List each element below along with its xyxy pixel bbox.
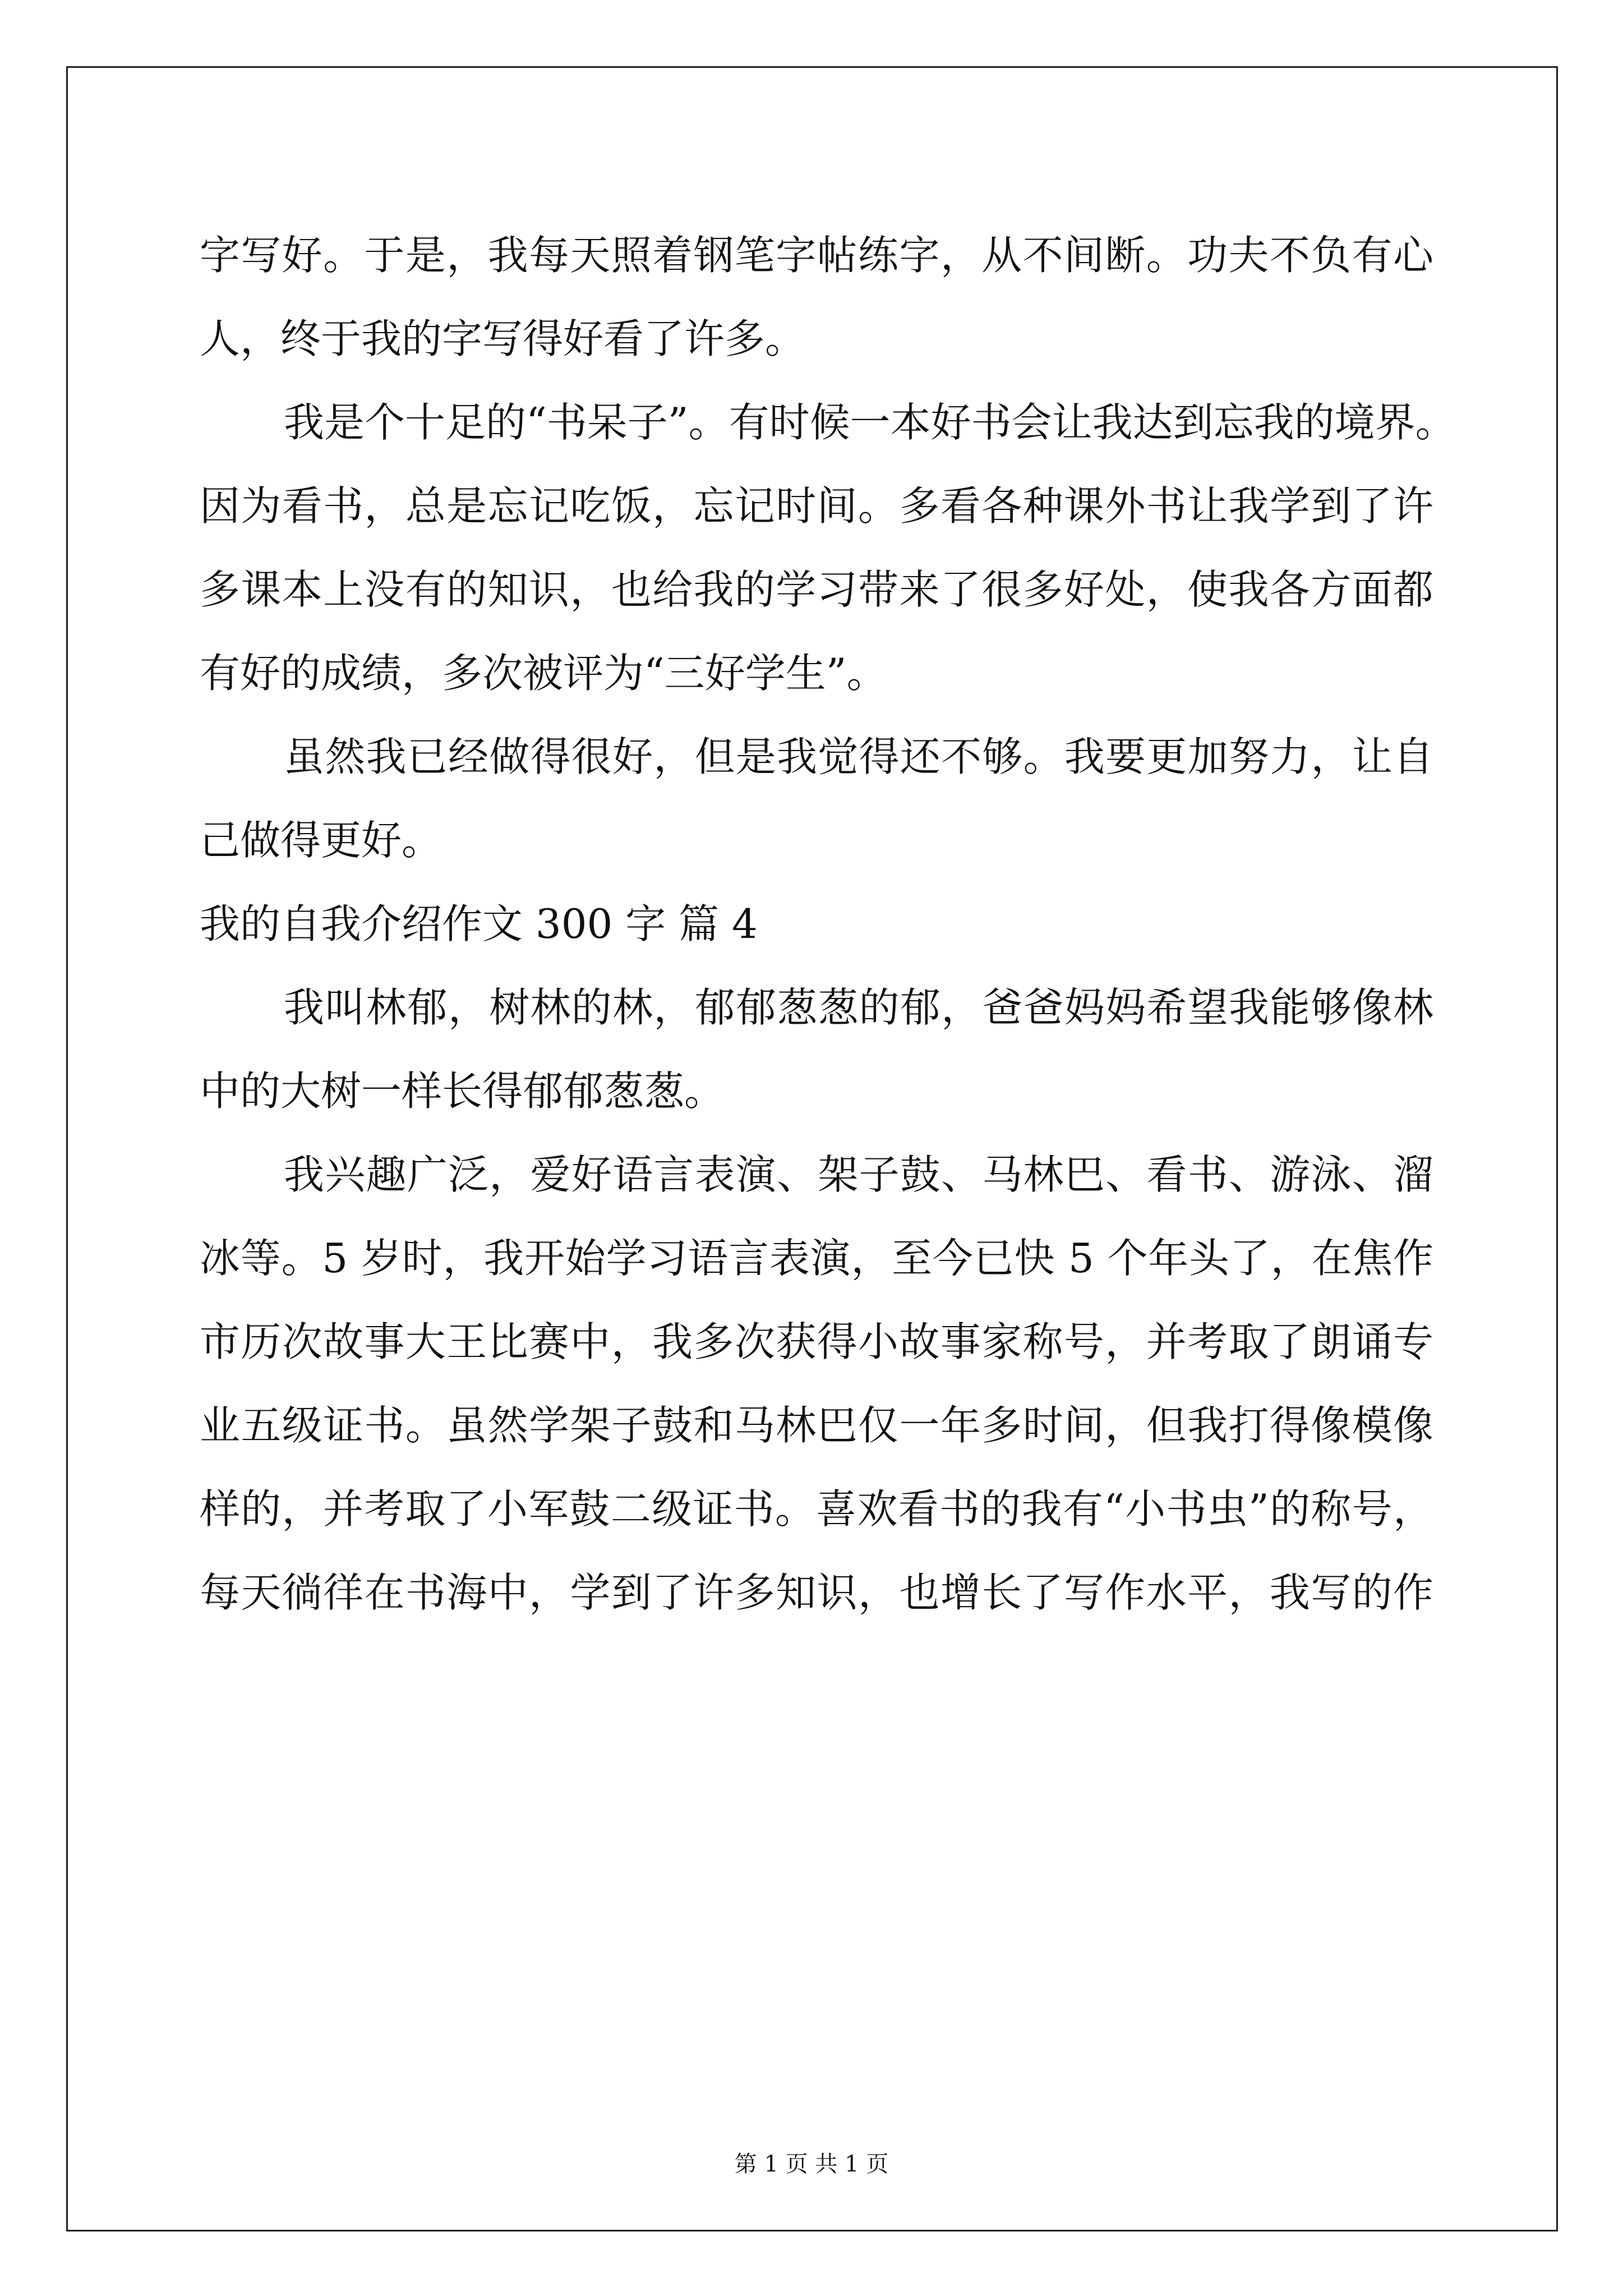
- text-line: 我兴趣广泛，爱好语言表演、架子鼓、马林巴、看书、游泳、溜: [284, 1151, 1433, 1198]
- text-line: 中的大树一样长得郁郁葱葱。: [200, 1068, 725, 1115]
- text-line: 市历次故事大王比赛中，我多次获得小故事家称号，并考取了朗诵专: [200, 1318, 1433, 1365]
- section-heading: 我的自我介绍作文 300 字 篇 4: [200, 900, 758, 947]
- text-line: 字写好。于是，我每天照着钢笔字帖练字，从不间断。功夫不负有心: [200, 232, 1433, 279]
- text-line: 冰等。5 岁时，我开始学习语言表演，至今已快 5 个年头了，在焦作: [200, 1235, 1433, 1282]
- text-line: 每天徜徉在书海中，学到了许多知识，也增长了写作水平，我写的作: [200, 1569, 1433, 1616]
- text-line: 有好的成绩，多次被评为“三好学生”。: [200, 650, 887, 697]
- text-line: 多课本上没有的知识，也给我的学习带来了很多好处，使我各方面都: [200, 566, 1433, 613]
- text-line: 己做得更好。: [200, 817, 442, 864]
- text-line: 人，终于我的字写得好看了许多。: [200, 315, 806, 362]
- page-footer: 第 1 页 共 1 页: [734, 2151, 889, 2177]
- text-line: 业五级证书。虽然学架子鼓和马林巴仅一年多时间，但我打得像模像: [200, 1402, 1433, 1449]
- text-line: 样的，并考取了小军鼓二级证书。喜欢看书的我有“小书虫”的称号，: [200, 1485, 1433, 1533]
- text-line: 我是个十足的“书呆子”。有时候一本好书会让我达到忘我的境界。: [284, 399, 1456, 446]
- text-line: 虽然我已经做得很好，但是我觉得还不够。我要更加努力，让自: [284, 733, 1433, 780]
- text-line: 我叫林郁，树林的林，郁郁葱葱的郁，爸爸妈妈希望我能够像林: [284, 984, 1433, 1031]
- text-line: 因为看书，总是忘记吃饭，忘记时间。多看各种课外书让我学到了许: [200, 482, 1433, 530]
